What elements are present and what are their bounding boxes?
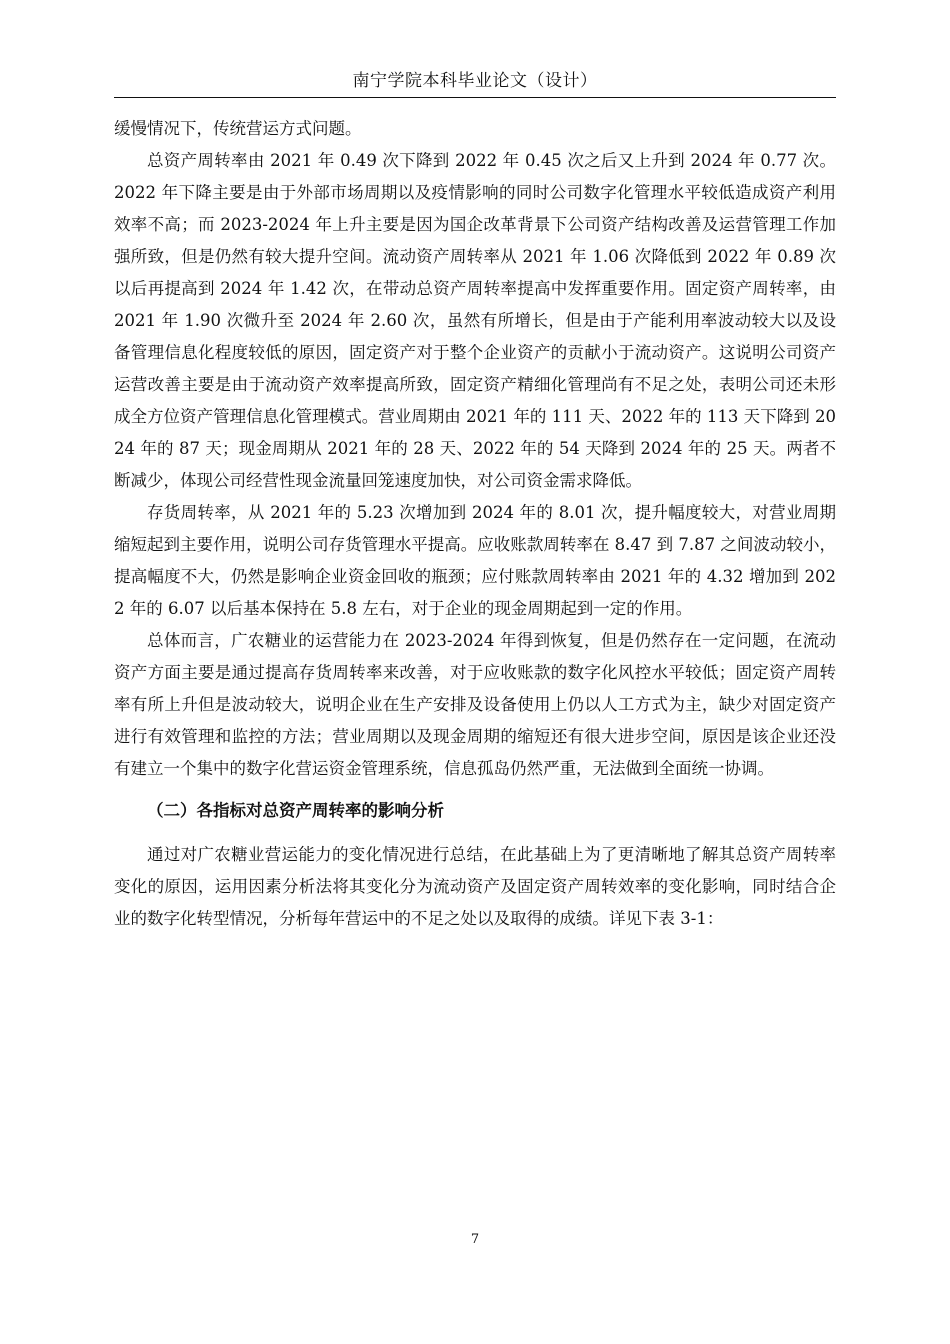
page-number: 7 — [470, 1232, 480, 1247]
page-header-title: 南宁学院本科毕业论文（设计） — [352, 71, 598, 91]
header-divider — [114, 97, 836, 98]
paragraph-inventory-turnover: 存货周转率，从 2021 年的 5.23 次增加到 2024 年的 8.01 次，提升幅度较大，对营业周期缩短起到主要作用，说明公司存货管理水平提高。应收账款周转率在 8.47 到 7.87 之间波动较小，提高幅度不大，仍然是影响企业资金回收的瓶颈；应付账款周转率由 2021 年的 4.32 增加到 2022 年的 6.07 以后基本保持在 5.8 左右，对于企业的现金周期起到一定的作用。 — [114, 503, 836, 618]
paragraph-summary: 总体而言，广农糖业的运营能力在 2023-2024 年得到恢复，但是仍然存在一定问题，在流动资产方面主要是通过提高存货周转率来改善，对于应收账款的数字化风控水平较低；固定资产周转率有所上升但是波动较大，说明企业在生产安排及设备使用上仍以人工方式为主，缺少对固定资产进行有效管理和监控的方法；营业周期以及现金周期的缩短还有很大进步空间，原因是该企业还没有建立一个集中的数字化营运资金管理系统，信息孤岛仍然严重，无法做到全面统一协调。 — [114, 631, 836, 778]
paragraph-factor-analysis: 通过对广农糖业营运能力的变化情况进行总结，在此基础上为了更清晰地了解其总资产周转率变化的原因，运用因素分析法将其变化分为流动资产及固定资产周转效率的变化影响，同时结合企业的数字化转型情况，分析每年营运中的不足之处以及取得的成绩。详见下表 3-1： — [114, 845, 836, 928]
document-body — [114, 113, 836, 935]
section-heading: （二）各指标对总资产周转率的影响分析 — [147, 801, 444, 820]
paragraph-continuation: 缓慢情况下，传统营运方式问题。 — [114, 119, 362, 138]
paragraph-total-asset-turnover: 总资产周转率由 2021 年 0.49 次下降到 2022 年 0.45 次之后又上升到 2024 年 0.77 次。2022 年下降主要是由于外部市场周期以及疫情影响的同时公司数字化管理水平较低造成资产利用效率不高；而 2023-2024 年上升主要是因为国企改革背景下公司资产结构改善及运营管理工作加强所致，但是仍然有较大提升空间。流动资产周转率从 2021 年 1.06 次降低到 2022 年 0.89 次以后再提高到 2024 年 1.42 次，在带动总资产周转率提高中发挥重要作用。固定资产周转率，由 2021 年 1.90 次微升至 2024 年 2.60 次，虽然有所增长，但是由于产能利用率波动较大以及设备管理信息化程度较低的原因，固定资产对于整个企业资产的贡献小于流动资产。这说明公司资产运营改善主要是由于流动资产效率提高所致，固定资产精细化管理尚有不足之处，表明公司还未形成全方位资产管理信息化管理模式。营业周期由 2021 年的 111 天、2022 年的 113 天下降到 2024 年的 87 天；现金周期从 2021 年的 28 天、2022 年的 54 天降到 2024 年的 25 天。两者不断减少，体现公司经营性现金流量回笼速度加快，对公司资金需求降低。 — [114, 151, 836, 490]
